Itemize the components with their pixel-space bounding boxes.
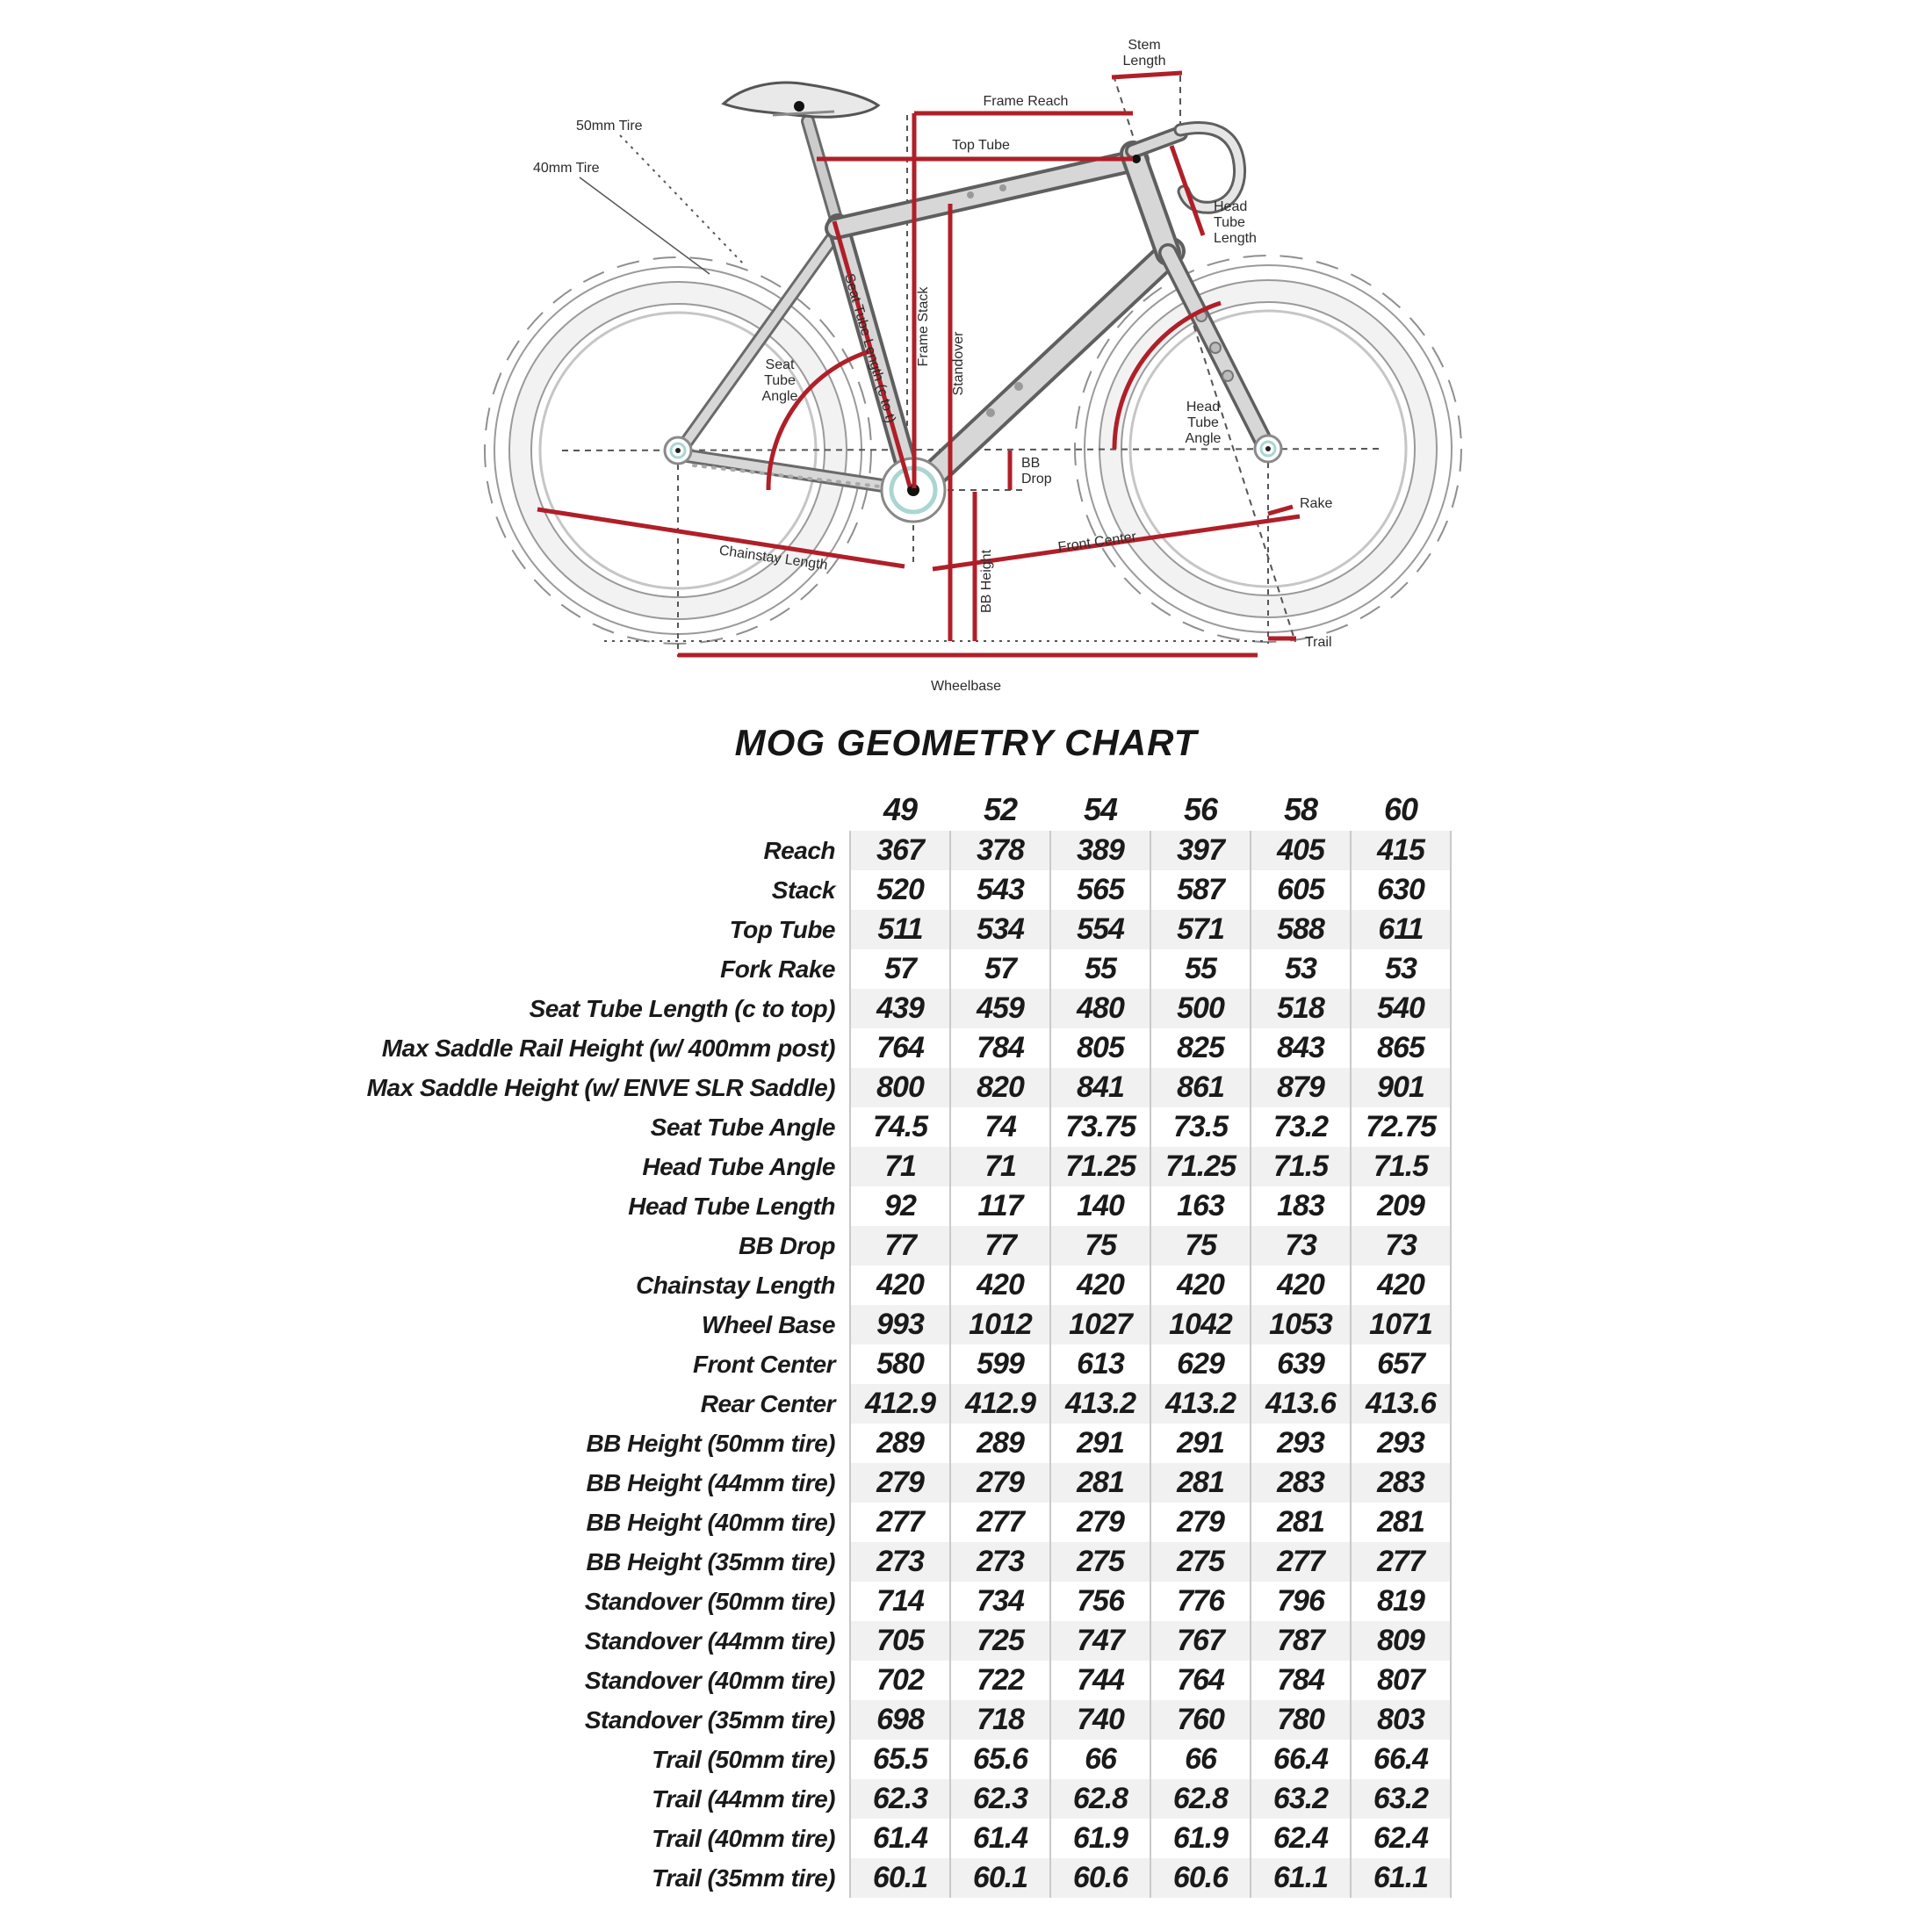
- geometry-value-cell: 413.2: [1050, 1384, 1150, 1424]
- row-label: Head Tube Length: [628, 1192, 835, 1220]
- geometry-value-cell: 62.4: [1251, 1819, 1351, 1858]
- geometry-value-cell: 588: [1251, 910, 1351, 949]
- seat-tube-angle-label: Tube: [764, 373, 796, 388]
- geometry-value-cell: 62.3: [850, 1779, 950, 1819]
- geometry-value-cell: 60.6: [1150, 1858, 1251, 1898]
- geometry-value-cell: 77: [950, 1226, 1050, 1265]
- geometry-value-cell: 439: [850, 989, 950, 1028]
- size-header: 60: [1383, 791, 1418, 827]
- geometry-value-cell: 61.4: [850, 1819, 950, 1858]
- geometry-value-cell: 209: [1351, 1186, 1451, 1226]
- geometry-value-cell: 756: [1050, 1582, 1150, 1621]
- geometry-value-cell: 1012: [950, 1305, 1050, 1344]
- geometry-value-cell: 92: [850, 1186, 950, 1226]
- geometry-value-cell: 61.9: [1150, 1819, 1251, 1858]
- geometry-value-cell: 277: [1251, 1542, 1351, 1582]
- geometry-value-cell: 518: [1251, 989, 1351, 1028]
- geometry-value-cell: 784: [950, 1028, 1050, 1068]
- geometry-value-cell: 61.9: [1050, 1819, 1150, 1858]
- geometry-value-cell: 281: [1150, 1463, 1251, 1503]
- front-axle: [1255, 436, 1281, 462]
- geometry-value-cell: 62.8: [1150, 1779, 1251, 1819]
- geometry-value-cell: 415: [1351, 831, 1451, 870]
- geometry-value-cell: 71: [850, 1147, 950, 1186]
- geometry-value-cell: 279: [850, 1463, 950, 1503]
- row-label: Trail (50mm tire): [652, 1745, 835, 1773]
- geometry-value-cell: 62.3: [950, 1779, 1050, 1819]
- geometry-value-cell: 291: [1050, 1424, 1150, 1463]
- geometry-value-cell: 55: [1050, 949, 1150, 989]
- geometry-value-cell: 71.25: [1050, 1147, 1150, 1186]
- size-header: 54: [1083, 791, 1118, 827]
- size-header: 58: [1283, 791, 1318, 827]
- geometry-value-cell: 714: [850, 1582, 950, 1621]
- head-tube-angle-label: Angle: [1185, 431, 1222, 446]
- geometry-value-cell: 420: [1351, 1265, 1451, 1305]
- table-row: [323, 949, 1451, 989]
- bb-drop-label: Drop: [1021, 472, 1052, 487]
- size-header-row: [323, 789, 1451, 831]
- head-tube-angle-label: Tube: [1187, 415, 1219, 430]
- table-row: [323, 1621, 1451, 1661]
- table-row: [323, 1028, 1451, 1068]
- bike-geometry-diagram: [0, 0, 1932, 720]
- head-tube-length-label: Length: [1214, 231, 1257, 246]
- geometry-value-cell: 420: [1251, 1265, 1351, 1305]
- geometry-value-cell: 420: [1150, 1265, 1251, 1305]
- geometry-value-cell: 389: [1050, 831, 1150, 870]
- geometry-value-cell: 283: [1251, 1463, 1351, 1503]
- geometry-value-cell: 764: [850, 1028, 950, 1068]
- saddle: [724, 83, 878, 117]
- table-row: [323, 1858, 1451, 1898]
- geometry-value-cell: 734: [950, 1582, 1050, 1621]
- geometry-value-cell: 807: [1351, 1661, 1451, 1700]
- geometry-value-cell: 420: [1050, 1265, 1150, 1305]
- table-row: [323, 1661, 1451, 1700]
- table-row: [323, 1107, 1451, 1147]
- table-row: [323, 1424, 1451, 1463]
- geometry-value-cell: 611: [1351, 910, 1451, 949]
- table-row: [323, 1582, 1451, 1621]
- tire40-label: 40mm Tire: [533, 161, 600, 176]
- row-label: Chainstay Length: [636, 1271, 835, 1299]
- geometry-value-cell: 77: [850, 1226, 950, 1265]
- geometry-value-cell: 543: [950, 870, 1050, 910]
- geometry-value-cell: 281: [1050, 1463, 1150, 1503]
- header-corner: [323, 789, 850, 831]
- geometry-value-cell: 71.25: [1150, 1147, 1251, 1186]
- geometry-value-cell: 865: [1351, 1028, 1451, 1068]
- top-tube-label: Top Tube: [952, 138, 1010, 153]
- trail-label: Trail: [1305, 635, 1332, 650]
- head-tube-length-line: [1171, 146, 1203, 235]
- row-label: Standover (44mm tire): [584, 1626, 835, 1654]
- table-row: [323, 1463, 1451, 1503]
- geometry-value-cell: 279: [1150, 1503, 1251, 1542]
- row-label: Max Saddle Height (w/ ENVE SLR Saddle): [366, 1073, 835, 1101]
- geometry-value-cell: 657: [1351, 1344, 1451, 1384]
- table-row: [323, 1305, 1451, 1344]
- geometry-value-cell: 275: [1050, 1542, 1150, 1582]
- page-title: MOG GEOMETRY CHART: [734, 722, 1198, 763]
- geometry-value-cell: 293: [1351, 1424, 1451, 1463]
- geometry-value-cell: 698: [850, 1700, 950, 1740]
- geometry-value-cell: 74: [950, 1107, 1050, 1147]
- geometry-value-cell: 273: [850, 1542, 950, 1582]
- geometry-value-cell: 630: [1351, 870, 1451, 910]
- geometry-value-cell: 534: [950, 910, 1050, 949]
- row-label: BB Drop: [738, 1231, 835, 1259]
- geometry-value-cell: 281: [1351, 1503, 1451, 1542]
- geometry-value-cell: 279: [1050, 1503, 1150, 1542]
- table-row: [323, 1740, 1451, 1779]
- geometry-value-cell: 819: [1351, 1582, 1451, 1621]
- row-label: Wheel Base: [701, 1310, 835, 1338]
- row-label: Trail (35mm tire): [652, 1864, 835, 1892]
- seat-tube-angle-label: Angle: [761, 389, 798, 404]
- geometry-value-cell: 412.9: [950, 1384, 1050, 1424]
- seat-tube-length-label: Seat Tube Length (c to t): [840, 271, 898, 425]
- diagram-svg: [0, 0, 1932, 720]
- table-row: [323, 1226, 1451, 1265]
- table-row: [323, 1542, 1451, 1582]
- tire50-label: 50mm Tire: [576, 119, 643, 133]
- geometry-value-cell: 1027: [1050, 1305, 1150, 1344]
- bb-drop-label: BB: [1021, 456, 1041, 471]
- frame-reach-label: Frame Reach: [983, 94, 1069, 109]
- table-row: [323, 1700, 1451, 1740]
- geometry-value-cell: 73.2: [1251, 1107, 1351, 1147]
- table-row: [323, 1068, 1451, 1107]
- row-label: Trail (40mm tire): [652, 1824, 835, 1852]
- row-label: Standover (50mm tire): [584, 1587, 835, 1615]
- geometry-value-cell: 718: [950, 1700, 1050, 1740]
- geometry-value-cell: 53: [1251, 949, 1351, 989]
- rear-axle: [665, 437, 691, 464]
- geometry-value-cell: 60.1: [950, 1858, 1050, 1898]
- geometry-value-cell: 66: [1050, 1740, 1150, 1779]
- geometry-value-cell: 580: [850, 1344, 950, 1384]
- geometry-value-cell: 554: [1050, 910, 1150, 949]
- geometry-value-cell: 75: [1050, 1226, 1150, 1265]
- geometry-value-cell: 760: [1150, 1700, 1251, 1740]
- row-label: Seat Tube Length (c to top): [529, 994, 835, 1022]
- geometry-value-cell: 587: [1150, 870, 1251, 910]
- geometry-value-cell: 53: [1351, 949, 1451, 989]
- geometry-value-cell: 289: [950, 1424, 1050, 1463]
- geometry-value-cell: 55: [1150, 949, 1251, 989]
- geometry-value-cell: 405: [1251, 831, 1351, 870]
- geometry-value-cell: 71.5: [1351, 1147, 1451, 1186]
- geometry-value-cell: 803: [1351, 1700, 1451, 1740]
- geometry-value-cell: 776: [1150, 1582, 1251, 1621]
- geometry-value-cell: 281: [1251, 1503, 1351, 1542]
- geometry-value-cell: 861: [1150, 1068, 1251, 1107]
- table-row: [323, 831, 1451, 870]
- geometry-value-cell: 62.8: [1050, 1779, 1150, 1819]
- row-label: Trail (44mm tire): [652, 1784, 835, 1813]
- size-header: 49: [883, 791, 918, 827]
- geometry-value-cell: 796: [1251, 1582, 1351, 1621]
- head-tube-length-label: Tube: [1214, 215, 1245, 230]
- geometry-value-cell: 291: [1150, 1424, 1251, 1463]
- seat-tube-angle-label: Seat: [765, 357, 795, 372]
- geometry-table-body: [323, 831, 1451, 1898]
- geometry-value-cell: 63.2: [1351, 1779, 1451, 1819]
- geometry-value-cell: 74.5: [850, 1107, 950, 1147]
- table-row: [323, 1186, 1451, 1226]
- geometry-value-cell: 73.75: [1050, 1107, 1150, 1147]
- tire50-leader-line: [620, 135, 745, 265]
- geometry-value-cell: 413.2: [1150, 1384, 1251, 1424]
- geometry-value-cell: 61.1: [1351, 1858, 1451, 1898]
- table-row: [323, 1344, 1451, 1384]
- table-row: [323, 1503, 1451, 1542]
- geometry-value-cell: 820: [950, 1068, 1050, 1107]
- row-label: Fork Rake: [720, 955, 835, 983]
- geometry-value-cell: 420: [850, 1265, 950, 1305]
- geometry-table: [323, 789, 1452, 1898]
- geometry-value-cell: 277: [850, 1503, 950, 1542]
- row-label: Standover (35mm tire): [584, 1705, 835, 1734]
- geometry-value-cell: 764: [1150, 1661, 1251, 1700]
- chainstay-length-label: Chainstay Length: [717, 543, 829, 573]
- stem-length-line: [1112, 73, 1182, 77]
- geometry-value-cell: 787: [1251, 1621, 1351, 1661]
- geometry-value-cell: 480: [1050, 989, 1150, 1028]
- table-row: [323, 1265, 1451, 1305]
- stem-length-label: Length: [1122, 54, 1166, 68]
- rake-label: Rake: [1300, 496, 1333, 511]
- geometry-value-cell: 397: [1150, 831, 1251, 870]
- geometry-value-cell: 63.2: [1251, 1779, 1351, 1819]
- geometry-value-cell: 73: [1351, 1226, 1451, 1265]
- row-label: BB Height (35mm tire): [586, 1547, 835, 1575]
- geometry-value-cell: 879: [1251, 1068, 1351, 1107]
- geometry-value-cell: 809: [1351, 1621, 1451, 1661]
- geometry-value-cell: 279: [950, 1463, 1050, 1503]
- geometry-value-cell: 275: [1150, 1542, 1251, 1582]
- geometry-value-cell: 66: [1150, 1740, 1251, 1779]
- row-label: Top Tube: [729, 915, 835, 943]
- geometry-value-cell: 75: [1150, 1226, 1251, 1265]
- size-header: 56: [1183, 791, 1218, 827]
- geometry-value-cell: 72.75: [1351, 1107, 1451, 1147]
- geometry-value-cell: 500: [1150, 989, 1251, 1028]
- geometry-value-cell: 459: [950, 989, 1050, 1028]
- geometry-value-cell: 62.4: [1351, 1819, 1451, 1858]
- geometry-value-cell: 705: [850, 1621, 950, 1661]
- geometry-value-cell: 183: [1251, 1186, 1351, 1226]
- row-label: Max Saddle Rail Height (w/ 400mm post): [381, 1034, 835, 1062]
- bb-height-label: BB Height: [979, 549, 994, 614]
- geometry-value-cell: 629: [1150, 1344, 1251, 1384]
- head-tube-angle-label: Head: [1186, 400, 1221, 415]
- geometry-value-cell: 71.5: [1251, 1147, 1351, 1186]
- geometry-value-cell: 993: [850, 1305, 950, 1344]
- geometry-value-cell: 57: [850, 949, 950, 989]
- geometry-value-cell: 744: [1050, 1661, 1150, 1700]
- wheelbase-label: Wheelbase: [930, 679, 1002, 694]
- geometry-value-cell: 277: [1351, 1542, 1451, 1582]
- geometry-value-cell: 413.6: [1351, 1384, 1451, 1424]
- geometry-value-cell: 805: [1050, 1028, 1150, 1068]
- table-row: [323, 1819, 1451, 1858]
- geometry-value-cell: 378: [950, 831, 1050, 870]
- geometry-value-cell: 367: [850, 831, 950, 870]
- row-label: Seat Tube Angle: [650, 1113, 835, 1141]
- row-label: BB Height (50mm tire): [586, 1429, 835, 1457]
- geometry-value-cell: 571: [1150, 910, 1251, 949]
- table-row: [323, 1779, 1451, 1819]
- row-label: Standover (40mm tire): [584, 1666, 835, 1694]
- geometry-value-cell: 740: [1050, 1700, 1150, 1740]
- size-header: 52: [983, 791, 1018, 827]
- geometry-value-cell: 780: [1251, 1700, 1351, 1740]
- row-label: Reach: [763, 836, 835, 864]
- geometry-value-cell: 293: [1251, 1424, 1351, 1463]
- table-row: [323, 1384, 1451, 1424]
- geometry-value-cell: 784: [1251, 1661, 1351, 1700]
- geometry-value-cell: 60.6: [1050, 1858, 1150, 1898]
- geometry-value-cell: 800: [850, 1068, 950, 1107]
- geometry-value-cell: 520: [850, 870, 950, 910]
- row-label: Front Center: [693, 1350, 835, 1378]
- table-row: [323, 989, 1451, 1028]
- geometry-value-cell: 565: [1050, 870, 1150, 910]
- standover-label: Standover: [951, 331, 966, 396]
- geometry-value-cell: 901: [1351, 1068, 1451, 1107]
- geometry-value-cell: 413.6: [1251, 1384, 1351, 1424]
- geometry-value-cell: 283: [1351, 1463, 1451, 1503]
- stem-length-label: Stem: [1128, 38, 1161, 53]
- table-row: [323, 1147, 1451, 1186]
- geometry-value-cell: 117: [950, 1186, 1050, 1226]
- tire40-leader-line: [580, 177, 710, 274]
- geometry-value-cell: 540: [1351, 989, 1451, 1028]
- geometry-value-cell: 71: [950, 1147, 1050, 1186]
- geometry-value-cell: 605: [1251, 870, 1351, 910]
- geometry-value-cell: 273: [950, 1542, 1050, 1582]
- row-label: BB Height (40mm tire): [586, 1508, 835, 1536]
- geometry-value-cell: 843: [1251, 1028, 1351, 1068]
- frame-stack-label: Frame Stack: [916, 286, 931, 367]
- geometry-value-cell: 65.6: [950, 1740, 1050, 1779]
- row-label: Rear Center: [700, 1389, 835, 1417]
- head-top-point: [1132, 155, 1141, 163]
- geometry-value-cell: 1071: [1351, 1305, 1451, 1344]
- table-row: [323, 910, 1451, 949]
- geometry-value-cell: 61.4: [950, 1819, 1050, 1858]
- geometry-value-cell: 825: [1150, 1028, 1251, 1068]
- geometry-value-cell: 73.5: [1150, 1107, 1251, 1147]
- geometry-value-cell: 725: [950, 1621, 1050, 1661]
- geometry-value-cell: 61.1: [1251, 1858, 1351, 1898]
- geometry-value-cell: 722: [950, 1661, 1050, 1700]
- head-tube-length-label: Head: [1214, 199, 1248, 214]
- geometry-value-cell: 65.5: [850, 1740, 950, 1779]
- geometry-value-cell: 277: [950, 1503, 1050, 1542]
- geometry-value-cell: 57: [950, 949, 1050, 989]
- row-label: BB Height (44mm tire): [586, 1468, 835, 1496]
- geometry-value-cell: 163: [1150, 1186, 1251, 1226]
- table-row: [323, 870, 1451, 910]
- geometry-value-cell: 66.4: [1351, 1740, 1451, 1779]
- geometry-value-cell: 599: [950, 1344, 1050, 1384]
- row-label: Head Tube Angle: [642, 1152, 835, 1180]
- geometry-value-cell: 702: [850, 1661, 950, 1700]
- geometry-value-cell: 511: [850, 910, 950, 949]
- geometry-value-cell: 841: [1050, 1068, 1150, 1107]
- geometry-value-cell: 747: [1050, 1621, 1150, 1661]
- geometry-value-cell: 73: [1251, 1226, 1351, 1265]
- geometry-value-cell: 767: [1150, 1621, 1251, 1661]
- geometry-value-cell: 60.1: [850, 1858, 950, 1898]
- geometry-value-cell: 1053: [1251, 1305, 1351, 1344]
- geometry-value-cell: 1042: [1150, 1305, 1251, 1344]
- geometry-value-cell: 140: [1050, 1186, 1150, 1226]
- row-label: Stack: [771, 876, 835, 904]
- geometry-value-cell: 66.4: [1251, 1740, 1351, 1779]
- geometry-value-cell: 412.9: [850, 1384, 950, 1424]
- geometry-value-cell: 639: [1251, 1344, 1351, 1384]
- geometry-value-cell: 289: [850, 1424, 950, 1463]
- geometry-value-cell: 613: [1050, 1344, 1150, 1384]
- geometry-value-cell: 420: [950, 1265, 1050, 1305]
- front-center-label: Front Center: [1056, 529, 1138, 556]
